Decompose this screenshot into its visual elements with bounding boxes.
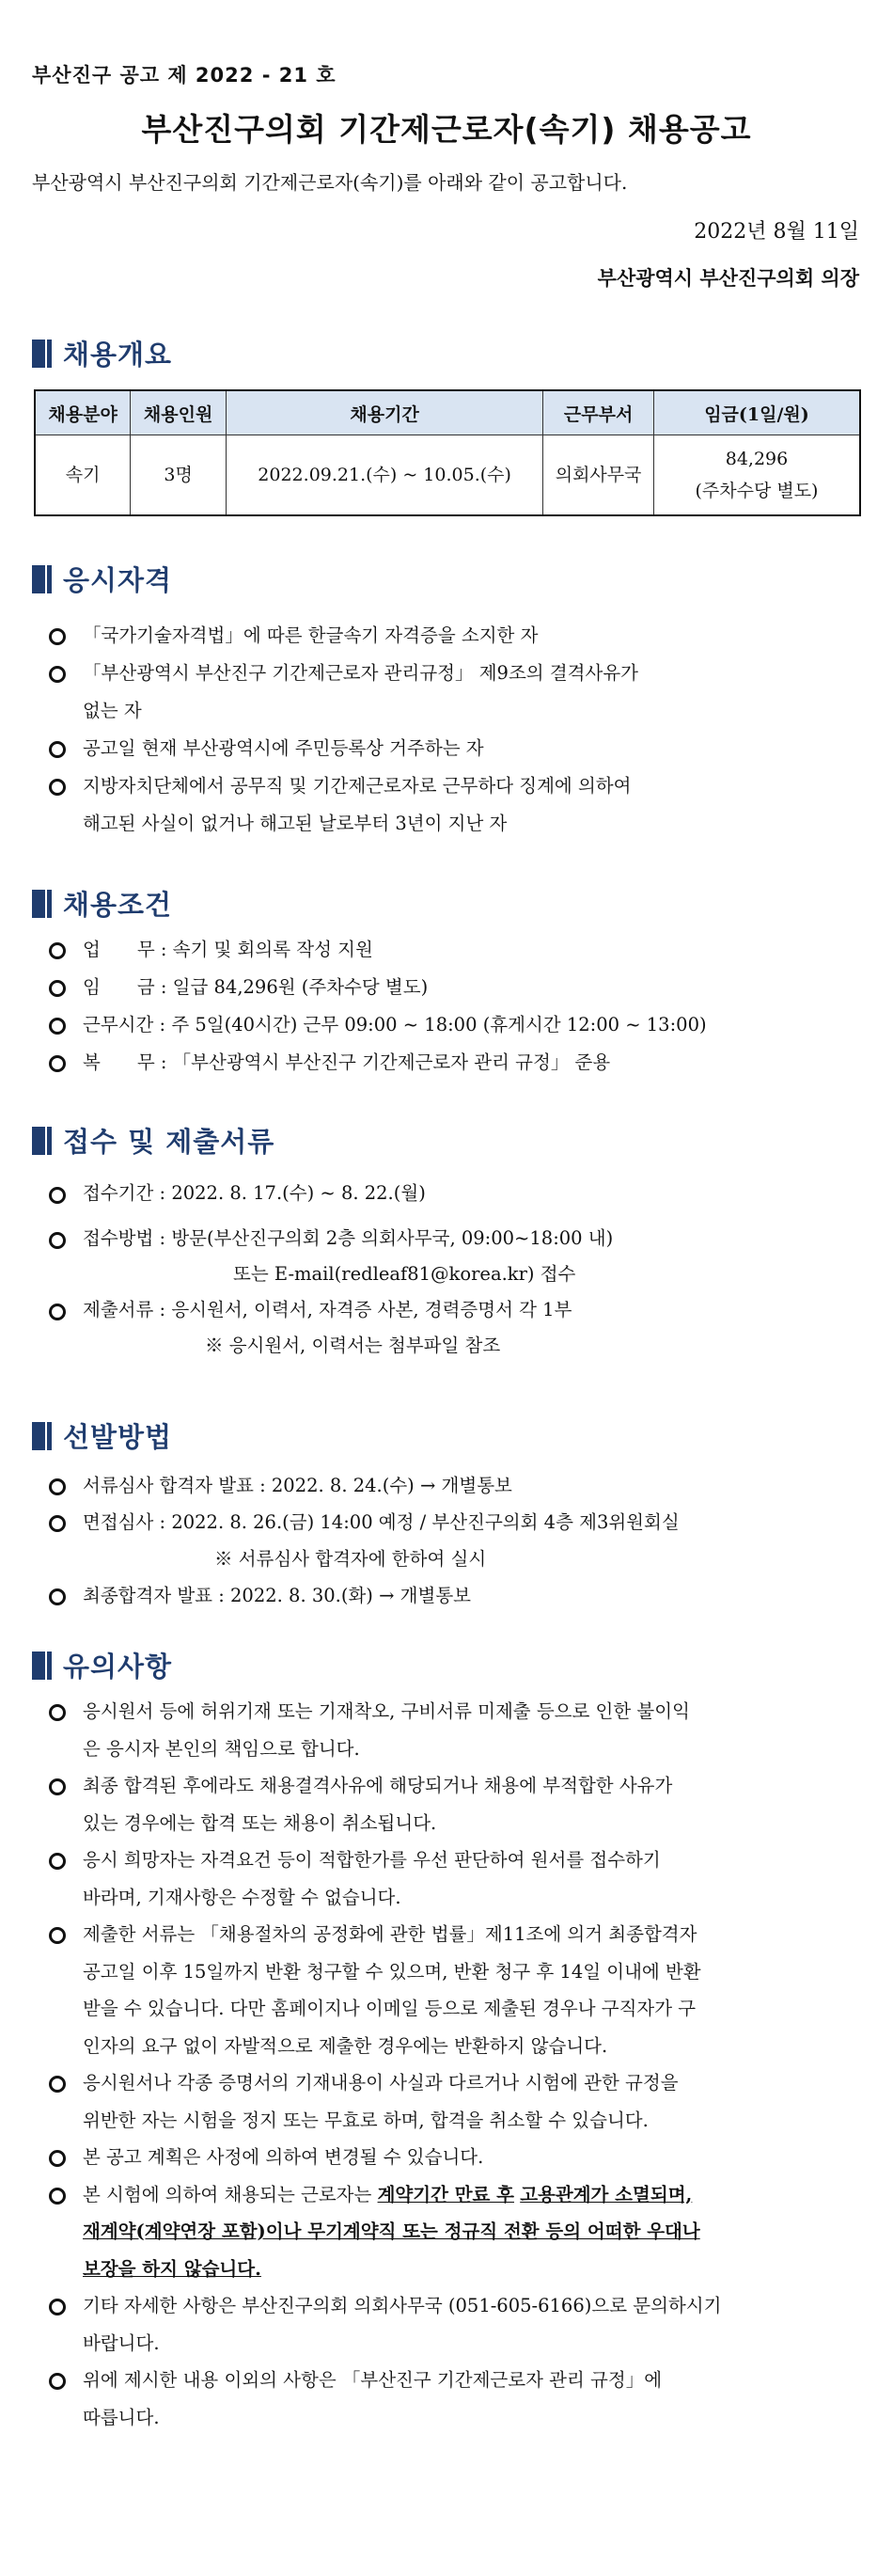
list-item [49,655,638,730]
emphasis-text: 보장을 하지 않습니다. [83,2257,261,2280]
emphasis-text: 계약기간 만료 후 [377,2183,514,2205]
circle-bullet-icon [49,1018,66,1035]
section-marker-icon [47,340,52,368]
list-item [49,1467,680,1504]
item-text-cont: 받을 수 있습니다. 다만 홈페이지나 이메일 등으로 제출된 경우나 구직자가 구 [83,1998,697,2019]
wage-value: 84,296 [725,449,789,469]
item-text: 「부산광역시 부산진구 기간제근로자 관리규정」 제9조의 결격사유가 [83,662,638,684]
circle-bullet-icon [49,1478,66,1495]
hire-overview-table [34,389,861,516]
count-cell: 3명 [131,435,227,516]
list-item [49,1767,848,1841]
table-header-cell: 채용기간 [226,390,542,435]
selection-list [49,1467,680,1614]
section-title: 유의사항 [63,1651,173,1683]
list-item [49,1292,613,1364]
item-text: 공고일 현재 부산광역시에 주민등록상 거주하는 자 [83,737,484,759]
section-marker-icon [47,565,52,593]
list-item [49,767,638,843]
table-header-cell: 근무부서 [543,390,654,435]
section-marker-icon [32,565,45,593]
field-cell: 속기 [35,435,131,516]
section-marker-icon [32,1127,45,1155]
item-text: 「국가기술자격법」에 따른 한글속기 자격증을 소지한 자 [83,624,539,646]
item-text-cont: 바라며, 기재사항은 수정할 수 없습니다. [83,1886,401,1908]
section-marker-icon [47,890,52,918]
section-qualification-heading [32,560,172,598]
list-item [49,969,707,1006]
list-item [49,1577,680,1614]
circle-bullet-icon [49,1515,66,1532]
section-overview-heading [32,334,172,372]
item-text-cont: 인자의 요구 없이 자발적으로 제출한 경우에는 반환하지 않습니다. [83,2034,608,2057]
item-text-cont: 은 응시자 본인의 책임으로 합니다. [83,1737,360,1760]
list-item [49,1006,707,1044]
list-item [49,1916,848,2064]
item-text-cont: 해고된 사실이 없거나 해고된 날로부터 3년이 지난 자 [83,813,508,834]
circle-bullet-icon [49,1927,66,1944]
list-item [49,1044,707,1082]
section-application-heading [32,1121,274,1160]
item-text: 응시원서 등에 허위기재 또는 기재착오, 구비서류 미제출 등으로 인한 불이익 [83,1700,690,1722]
section-title: 채용조건 [63,889,173,921]
circle-bullet-icon [49,1853,66,1870]
section-marker-icon [32,340,45,368]
item-text-cont: ※ 서류심사 합격자에 한하여 실시 [214,1548,487,1570]
list-item [49,2139,848,2176]
circle-bullet-icon [49,2188,66,2205]
item-text: 접수방법 : 방문(부산진구의회 2층 의회사무국, 09:00~18:00 내) [83,1227,614,1249]
circle-bullet-icon [49,1588,66,1605]
item-text: 최종 합격된 후에라도 채용결격사유에 해당되거나 채용에 부적합한 사유가 [83,1775,673,1796]
section-marker-icon [32,1422,45,1450]
list-item [49,730,638,767]
item-text-cont: 또는 E-mail(redleaf81@korea.kr) 접수 [233,1263,576,1285]
circle-bullet-icon [49,942,66,959]
item-text-cont: 없는 자 [83,700,142,721]
section-marker-icon [32,890,45,918]
dept-cell: 의회사무국 [543,435,654,516]
item-text: 접수기간 : 2022. 8. 17.(수) ~ 8. 22.(월) [83,1182,426,1204]
notice-date: 2022년 8월 11일 [694,220,859,244]
item-text-cont: ※ 응시원서, 이력서는 첨부파일 참조 [205,1335,501,1356]
table-header-row [35,390,860,435]
section-marker-icon [47,1651,52,1680]
list-item [49,1221,613,1292]
item-text-cont: 바랍니다. [83,2331,160,2354]
item-text: 복 무 : 「부산광역시 부산진구 기간제근로자 관리 규정」 준용 [83,1051,611,1073]
notice-signer: 부산광역시 부산진구의회 의장 [597,266,859,290]
circle-bullet-icon [49,1778,66,1795]
item-text-cont: 위반한 자는 시험을 정지 또는 무효로 하며, 합격을 취소할 수 있습니다. [83,2109,649,2131]
application-list [49,1176,613,1364]
table-row [35,435,860,516]
emphasis-text: 고용관계가 소멸되며, [520,2183,693,2205]
item-text: 서류심사 합격자 발표 : 2022. 8. 24.(수) → 개별통보 [83,1475,512,1496]
wage-cell [653,435,860,516]
list-item [49,931,707,969]
item-text: 응시원서나 각종 증명서의 기재내용이 사실과 다르거나 시험에 관한 규정을 [83,2072,679,2094]
circle-bullet-icon [49,1232,66,1249]
item-text: 근무시간 : 주 5일(40시간) 근무 09:00 ~ 18:00 (휴게시간 12:00 ~ 13:00) [83,1014,707,1035]
table-header-cell: 채용분야 [35,390,131,435]
section-conditions-heading [32,884,172,923]
qualification-list [49,617,638,843]
item-text [83,2176,848,2214]
circle-bullet-icon [49,666,66,683]
item-text: 제출서류 : 응시원서, 이력서, 자격증 사본, 경력증명서 각 1부 [83,1299,572,1320]
list-item [49,1841,848,1916]
item-text: 제출한 서류는 「채용절차의 공정화에 관한 법률」제11조에 의거 최종합격자 [83,1923,697,1945]
section-selection-heading [32,1416,172,1455]
table-header-cell: 채용인원 [131,390,227,435]
wage-note: (주차수당 별도) [695,481,819,501]
circle-bullet-icon [49,628,66,645]
section-title: 채용개요 [63,339,173,371]
list-item [49,2287,848,2362]
circle-bullet-icon [49,779,66,796]
item-text: 응시 희망자는 자격요건 등이 적합한가를 우선 판단하여 원서를 접수하기 [83,1849,661,1871]
item-text: 지방자치단체에서 공무직 및 기간제근로자로 근무하다 징계에 의하여 [83,775,632,797]
item-text: 최종합격자 발표 : 2022. 8. 30.(화) → 개별통보 [83,1585,471,1606]
page-title: 부산진구의회 기간제근로자(속기) 채용공고 [141,111,752,148]
item-text: 위에 제시한 내용 이외의 사항은 「부산진구 기간제근로자 관리 규정」에 [83,2369,663,2391]
item-text-part: 본 시험에 의하여 채용되는 근로자는 [83,2183,378,2205]
circle-bullet-icon [49,2299,66,2315]
circle-bullet-icon [49,1055,66,1072]
item-text: 본 공고 계획은 사정에 의하여 변경될 수 있습니다. [83,2146,484,2168]
circle-bullet-icon [49,1704,66,1721]
section-title: 선발방법 [63,1421,173,1453]
section-title: 응시자격 [63,564,173,596]
list-item [49,2176,848,2288]
section-title: 접수 및 제출서류 [63,1126,275,1158]
intro-text: 부산광역시 부산진구의회 기간제근로자(속기)를 아래와 같이 공고합니다. [32,171,628,194]
circle-bullet-icon [49,2373,66,2390]
list-item [49,2064,848,2139]
item-text: 임 금 : 일급 84,296원 (주차수당 별도) [83,976,429,998]
list-item [49,1176,613,1211]
notice-number: 부산진구 공고 제 2022 - 21 호 [32,64,337,87]
section-marker-icon [32,1651,45,1680]
circle-bullet-icon [49,1187,66,1204]
notes-list [49,1693,848,2436]
list-item [49,1693,848,1767]
item-text: 면접심사 : 2022. 8. 26.(금) 14:00 예정 / 부산진구의회 4층 제3위원회실 [83,1511,680,1533]
item-text-cont: 공고일 이후 15일까지 반환 청구할 수 있으며, 반환 청구 후 14일 이내에 반환 [83,1960,701,1983]
emphasis-text: 재계약(계약연장 포함)이나 무기계약직 또는 정규직 전환 등의 어떠한 우대나 [83,2220,700,2242]
list-item [49,2362,848,2436]
table-header-cell: 임금(1일/원) [653,390,860,435]
item-text-cont: 있는 경우에는 합격 또는 채용이 취소됩니다. [83,1811,437,1834]
item-text: 업 무 : 속기 및 회의록 작성 지원 [83,939,373,960]
circle-bullet-icon [49,2150,66,2167]
section-marker-icon [47,1422,52,1450]
list-item [49,617,638,655]
circle-bullet-icon [49,741,66,758]
circle-bullet-icon [49,1304,66,1320]
item-text-cont: 따릅니다. [83,2406,160,2428]
list-item [49,1504,680,1577]
period-cell: 2022.09.21.(수) ~ 10.05.(수) [226,435,542,516]
section-marker-icon [47,1127,52,1155]
circle-bullet-icon [49,2076,66,2093]
circle-bullet-icon [49,980,66,997]
item-text: 기타 자세한 사항은 부산진구의회 의회사무국 (051-605-6166)으로 문의하시기 [83,2295,722,2316]
conditions-list [49,931,707,1082]
section-notes-heading [32,1646,172,1684]
